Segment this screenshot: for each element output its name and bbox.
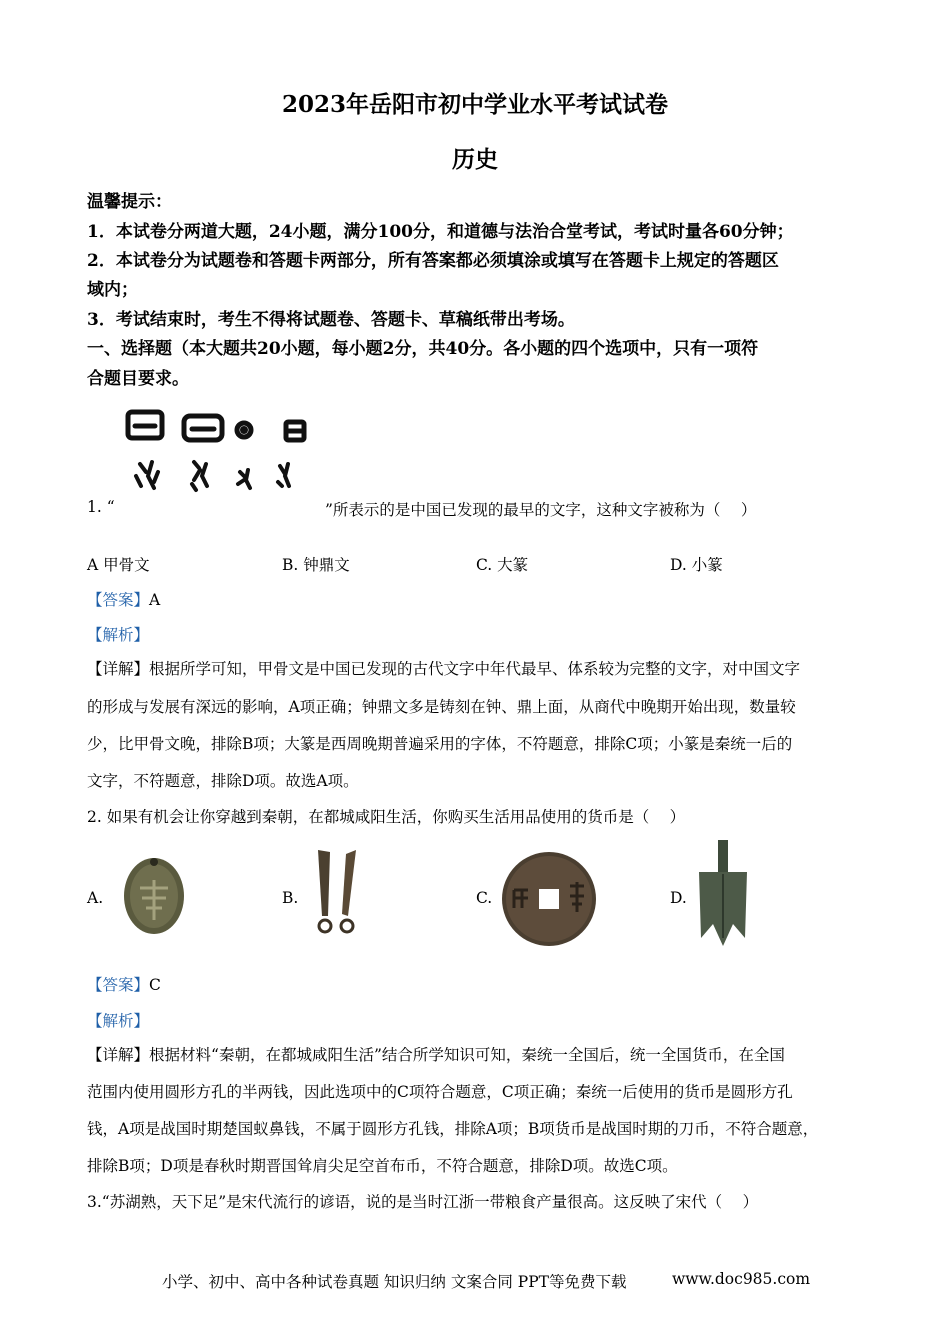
ant-nose-coin-image: [118, 850, 190, 936]
q2-option-a-label: A.: [87, 889, 104, 907]
notice-item: 2．本试卷分为试题卷和答题卡两部分，所有答案都必须填涂或填写在答题卡上规定的答题区: [87, 251, 779, 271]
answer-tag: 【答案】: [87, 591, 150, 609]
q2-option-c-label: C.: [476, 889, 493, 907]
q2-analysis-tag: 【解析】: [87, 1012, 150, 1030]
q2-option-b-label: B.: [282, 889, 299, 907]
q3-stem: 3.“苏湖熟，天下足”是宋代流行的谚语，说的是当时江浙一带粮食产量很高。这反映了宋代（ ）: [87, 1193, 759, 1211]
ban-liang-coin-image: [500, 850, 598, 948]
q2-detail-line: 范围内使用圆形方孔的半两钱，因此选项中的C项符合题意，C项正确；秦统一后使用的货币是圆形方孔: [87, 1083, 793, 1101]
section-heading: 一、选择题（本大题共20小题，每小题2分，共40分。各小题的四个选项中，只有一项符: [87, 339, 759, 359]
q2-option-d-label: D.: [670, 889, 687, 907]
detail-tag: 【详解】: [87, 660, 150, 678]
q1-answer: [87, 588, 160, 610]
footer-url[interactable]: www.doc985.com: [672, 1270, 811, 1288]
detail-tag: 【详解】: [87, 1046, 150, 1064]
answer-value: C: [149, 976, 161, 994]
q2-answer: [87, 973, 161, 995]
spade-coin-image: [693, 838, 753, 950]
q1-detail-line: 的形成与发展有深远的影响，A项正确；钟鼎文多是铸刻在钟、鼎上面，从商代中晚期开始出现，数量较: [87, 698, 796, 716]
answer-value: A: [149, 591, 161, 609]
oracle-bone-glyph-image: [122, 402, 312, 504]
q1-option-b: B. 钟鼎文: [282, 556, 350, 574]
q2-stem: 2. 如果有机会让你穿越到秦朝，在都城咸阳生活，你购买生活用品使用的货币是（ ）: [87, 808, 686, 826]
q1-option-d: D. 小篆: [670, 556, 723, 574]
detail-text: 根据所学可知，甲骨文是中国已发现的古代文字中年代最早、体系较为完整的文字，对中国文字: [149, 660, 801, 678]
q1-detail-line: 文字，不符题意，排除D项。故选A项。: [87, 772, 359, 790]
notice-item: 域内；: [87, 280, 138, 300]
q1-option-a: A 甲骨文: [87, 556, 150, 574]
notice-item: 3．考试结束时，考生不得将试题卷、答题卡、草稿纸带出考场。: [87, 310, 575, 330]
footer-text: 小学、初中、高中各种试卷真题 知识归纳 文案合同 PPT等免费下载: [162, 1273, 627, 1291]
knife-coin-image: [312, 846, 364, 936]
subject-title: 历史: [452, 146, 498, 173]
q1-stem-suffix: ”所表示的是中国已发现的最早的文字，这种文字被称为（ ）: [325, 501, 757, 519]
q2-detail-line: [87, 1043, 785, 1065]
q2-detail-line: 钱，A项是战国时期楚国蚁鼻钱，不属于圆形方孔钱，排除A项；B项货币是战国时期的刀币，不符合题意，: [87, 1120, 819, 1138]
q1-stem-prefix: 1. “: [87, 498, 115, 516]
q1-analysis-tag: 【解析】: [87, 626, 150, 644]
q1-detail-line: 少，比甲骨文晚，排除B项；大篆是西周晚期普遍采用的字体，不符题意，排除C项；小篆是秦统一后的: [87, 735, 793, 753]
notice-heading: 温馨提示：: [87, 192, 172, 212]
q1-option-c: C. 大篆: [476, 556, 529, 574]
q1-detail-line: [87, 657, 800, 679]
q2-detail-line: 排除B项；D项是春秋时期晋国耸肩尖足空首布币，不符合题意，排除D项。故选C项。: [87, 1157, 678, 1175]
detail-text: 根据材料“秦朝，在都城咸阳生活”结合所学知识可知，秦统一全国后，统一全国货币，在全国: [149, 1046, 785, 1064]
notice-item: 1．本试卷分两道大题，24小题，满分100分，和道德与法治合堂考试，考试时量各60分钟；: [87, 222, 794, 242]
answer-tag: 【答案】: [87, 976, 150, 994]
section-heading-cont: 合题目要求。: [87, 369, 189, 389]
exam-title: 2023年岳阳市初中学业水平考试试卷: [281, 91, 668, 118]
